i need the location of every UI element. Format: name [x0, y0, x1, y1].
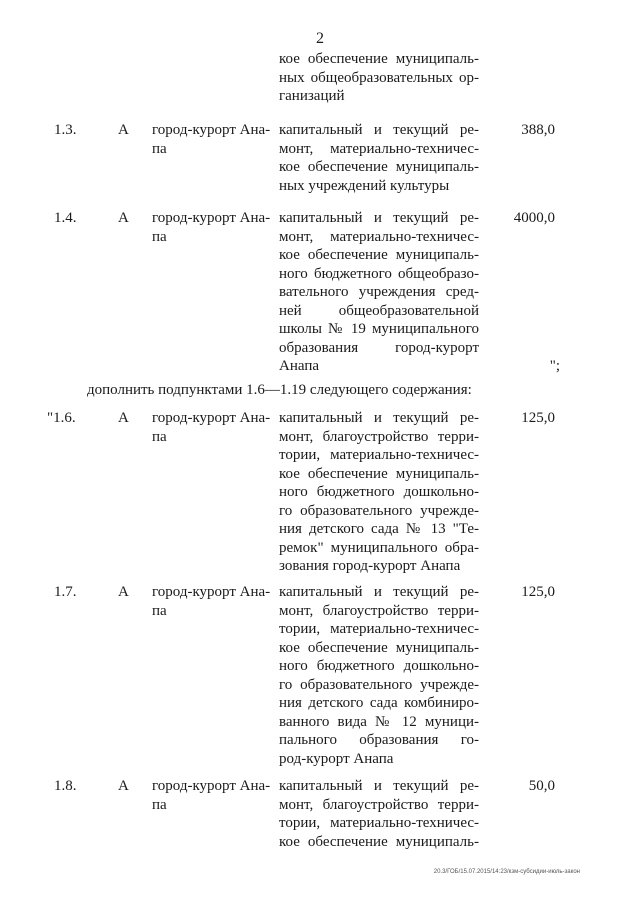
closing-quote: ";: [549, 358, 560, 374]
municipality-line: город-курорт Ана-: [152, 778, 271, 794]
description-line: капитальный и текущий ре-: [279, 410, 479, 426]
description-line: ганизаций: [279, 88, 345, 104]
description-line: ного бюджетного дошкольно-: [279, 658, 479, 674]
row-municipality: [152, 209, 272, 246]
description-line: ней общеобразовательной: [279, 302, 479, 319]
page-number: 2: [316, 30, 324, 47]
municipality-line: город-курорт Ана-: [152, 584, 271, 600]
row-category: А: [118, 410, 129, 426]
row-category: А: [118, 584, 129, 600]
description-line: ния детского сада комбиниро-: [279, 695, 479, 711]
description-line: кое обеспечение муниципаль-: [279, 247, 479, 263]
description-line: тории, материально-техничес-: [279, 815, 479, 831]
description-line: кое обеспечение муниципаль-: [279, 465, 479, 482]
description-line: ного бюджетного дошкольно-: [279, 484, 479, 500]
row-number: 1.7.: [54, 584, 77, 600]
description-line: монт, материально-техничес-: [279, 140, 479, 157]
description-line: кое обеспечение муниципаль-: [279, 639, 479, 656]
row-number: 1.8.: [54, 778, 77, 794]
row-category: А: [118, 122, 129, 138]
municipality-line: город-курорт Ана-: [152, 210, 271, 226]
row-description: [279, 777, 479, 851]
row-number: 1.4.: [54, 210, 77, 226]
row-description: [279, 409, 479, 576]
description-line: вательного учреждения сред-: [279, 284, 479, 300]
description-line: го образовательного учрежде-: [279, 676, 479, 693]
description-line: зования город-курорт Анапа: [279, 558, 461, 574]
row-category: А: [118, 210, 129, 226]
description-line: ных общеобразовательных ор-: [279, 69, 479, 86]
description-line: кое обеспечение муниципаль-: [279, 51, 479, 67]
description-line: капитальный и текущий ре-: [279, 210, 479, 226]
row-municipality: [152, 777, 272, 814]
municipality-line: город-курорт Ана-: [152, 122, 271, 138]
description-line: школы № 19 муниципального: [279, 321, 479, 337]
description-line: ных учреждений культуры: [279, 177, 450, 194]
description-line: образования город-курорт: [279, 339, 479, 356]
description-line: ного бюджетного общеобразо-: [279, 265, 479, 282]
description-line: ния детского сада № 13 "Те-: [279, 521, 479, 537]
row-amount: 4000,0: [513, 210, 555, 226]
description-line: тории, материально-техничес-: [279, 621, 479, 637]
municipality-line: па: [152, 228, 167, 245]
description-line: капитальный и текущий ре-: [279, 584, 479, 600]
row-municipality: [152, 583, 272, 620]
row-amount: 125,0: [521, 410, 555, 426]
description-line: пального образования го-: [279, 732, 479, 748]
description-line: кое обеспечение муниципаль-: [279, 833, 479, 850]
continued-description: [279, 50, 479, 106]
description-line: ремок" муниципального обра-: [279, 539, 479, 556]
row-municipality: [152, 121, 272, 158]
row-description: [279, 121, 479, 195]
municipality-line: па: [152, 796, 167, 813]
row-description: [279, 583, 479, 768]
description-line: тории, материально-техничес-: [279, 447, 479, 463]
description-line: монт, благоустройство терри-: [279, 796, 479, 813]
row-amount: 388,0: [521, 122, 555, 138]
description-line: капитальный и текущий ре-: [279, 778, 479, 794]
row-municipality: [152, 409, 272, 446]
description-line: род-курорт Анапа: [279, 750, 394, 767]
description-line: Анапа: [279, 358, 320, 374]
municipality-line: город-курорт Ана-: [152, 410, 271, 426]
description-line: кое обеспечение муниципаль-: [279, 159, 479, 175]
municipality-line: па: [152, 140, 167, 157]
row-amount: 50,0: [528, 778, 555, 794]
row-amount: 125,0: [521, 584, 555, 600]
description-line: монт, благоустройство терри-: [279, 428, 479, 445]
municipality-line: па: [152, 602, 167, 619]
row-number: 1.3.: [54, 122, 77, 138]
description-line: го образовательного учрежде-: [279, 502, 479, 519]
description-line: капитальный и текущий ре-: [279, 122, 479, 138]
municipality-line: па: [152, 428, 167, 445]
row-description: [279, 209, 479, 376]
description-line: ванного вида № 12 муници-: [279, 713, 479, 730]
row-category: А: [118, 778, 129, 794]
row-number: "1.6.: [47, 410, 76, 426]
document-footer-code: 20.3/ГОБ/15.07.2015/14:23/кзм-субсидии-июль-закон: [433, 869, 580, 875]
description-line: монт, благоустройство терри-: [279, 602, 479, 619]
amendment-instruction: дополнить подпунктами 1.6—1.19 следующего содержания:: [87, 382, 472, 398]
description-line: монт, материально-техничес-: [279, 228, 479, 245]
